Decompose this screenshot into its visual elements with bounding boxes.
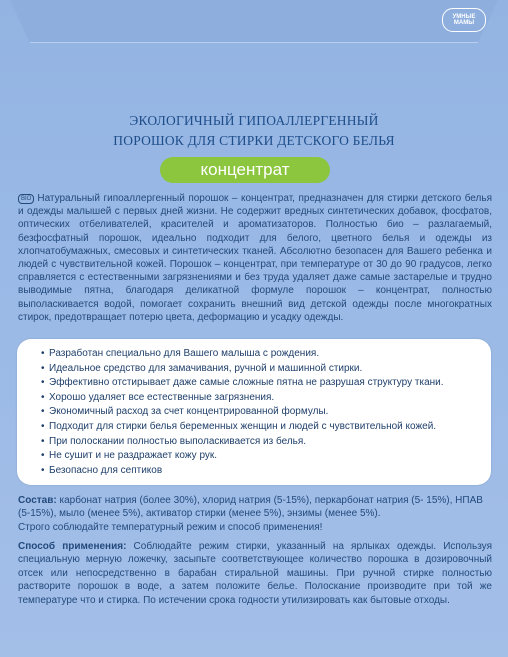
composition-section xyxy=(18,494,492,534)
brand-logo xyxy=(442,8,486,32)
feature-item: • При полоскании полностью выполаскивается из белья. xyxy=(49,435,491,450)
product-title-line2: ПОРОШОК ДЛЯ СТИРКИ ДЕТСКОГО БЕЛЬЯ xyxy=(113,133,395,148)
feature-item: • Подходит для стирки белья беременных женщин и людей с чувствительной кожей. xyxy=(49,420,491,435)
feature-item: • Идеальное средство для замачивания, ручной и машинной стирки. xyxy=(49,362,491,377)
package-flap xyxy=(10,0,498,42)
feature-item: • Безопасно для септиков xyxy=(49,464,491,479)
feature-item: • Разработан специально для Вашего малыша с рождения. xyxy=(49,347,491,362)
composition-text: карбонат натрия (более 30%), хлорид натрия (5-15%), перкарбонат натрия (5- 15%), НПАВ (5-15%), мыло (менее 5%), активатор стирки (менее 5%), энзимы (менее 5%). xyxy=(18,495,483,520)
usage-section xyxy=(18,540,492,607)
composition-label: Состав: xyxy=(18,495,57,506)
features-box xyxy=(17,339,491,485)
features-list xyxy=(17,339,491,478)
product-title-line1: ЭКОЛОГИЧНЫЙ ГИПОАЛЛЕРГЕННЫЙ xyxy=(129,113,379,128)
description-text: Натуральный гипоаллергенный порошок – концентрат, предназначен для стирки детского белья и одежды малышей с первых дней жизни. Не содержит вредных синтетических добавок, фосфатов, оптических отбеливателей, красителей и ароматизаторов. Полностью био – разлагаемый, безфосфатный порошок, идеально подходит для белого, цветного белья и одежды из хлопчатобумажных, смесовых и синтетических тканей. Абсолютно безопасен для Вашего ребенка и людей с чувствительной кожей. Порошок – концентрат, при температуре от 30 до 90 градусов, легко справляется с естественными загрязнениями и без труда удаляет даже самые застарелые и трудно выводимые пятна, благодаря деликатной формуле порошок – концентрат, полностью выполаскивается водой, помогает сохранить внешний вид детской одежды после многократных стирок, предотвращает потерю цвета, деформацию и усадку одежды. xyxy=(18,193,492,323)
feature-item: • Не сушит и не раздражает кожу рук. xyxy=(49,449,491,464)
usage-label: Способ применения: xyxy=(18,541,127,552)
fold-line xyxy=(30,42,478,43)
bio-icon: BIO xyxy=(18,194,34,204)
concentrate-badge: концентрат xyxy=(160,157,330,183)
usage-text: Соблюдайте режим стирки, указанный на ярлыках одежды. Используя специальную мерную ложечку, засыпьте соответствующее количество порошка в дозировочный отсек или непосредственно в барабан стиральной машины. При ручной стирке полностью растворите порошок в воде, а затем положите белье. Полоскание производите при той же температуре что и стирка. По истечении срока годности утилизировать как бытовые отходы. xyxy=(18,541,492,606)
brand-logo-text: УМНЫЕ МАМЫ xyxy=(452,14,476,26)
feature-item: • Хорошо удаляет все естественные загрязнения. xyxy=(49,391,491,406)
feature-item: • Экономичный расход за счет концентрированной формулы. xyxy=(49,405,491,420)
composition-note: Строго соблюдайте температурный режим и способ применения! xyxy=(18,521,323,533)
product-description xyxy=(18,192,492,324)
feature-item: • Эффективно отстирывает даже самые сложные пятна не разрушая структуру ткани. xyxy=(49,376,491,391)
